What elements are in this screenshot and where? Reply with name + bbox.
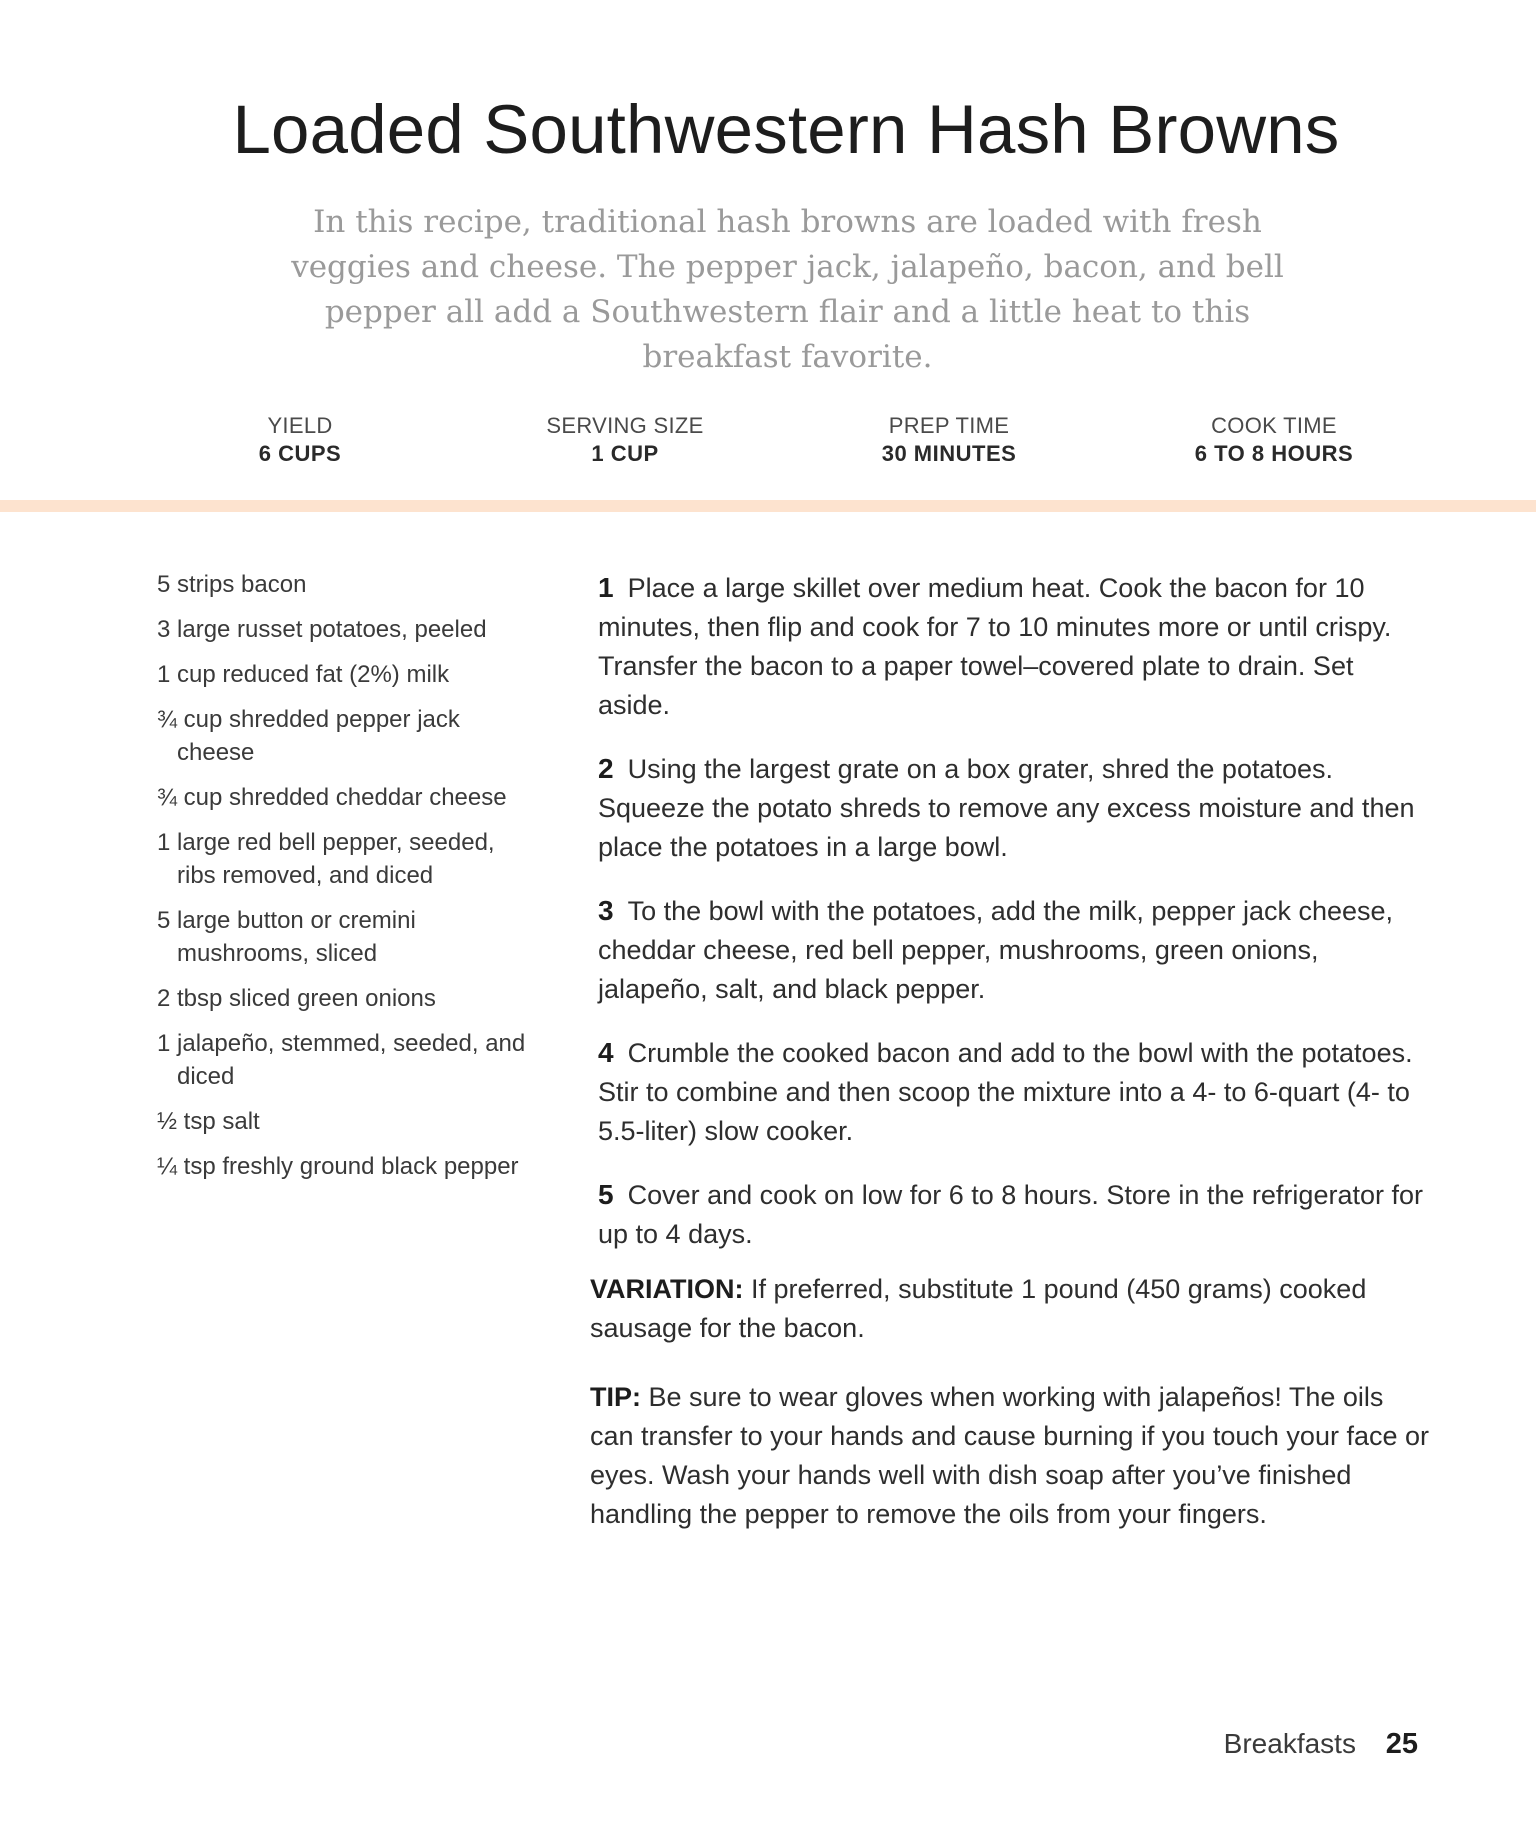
tip-note bbox=[590, 1378, 1430, 1534]
stat-value: 30 MINUTES bbox=[881, 441, 1017, 466]
step-text: To the bowl with the potatoes, add the milk, pepper jack cheese, cheddar cheese, red bell pepper, mushrooms, green onions, jalapeño, salt, and black pepper. bbox=[598, 896, 1394, 1004]
step-5 bbox=[598, 1175, 1428, 1254]
tip-text: Be sure to wear gloves when working with jalapeños! The oils can transfer to your hands and cause burning if you touch your face or eyes. Wash your hands well with dish soap after you’ve finished handling the pepper to remove the oils from your fingers. bbox=[590, 1382, 1430, 1529]
step-text: Place a large skillet over medium heat. Cook the bacon for 10 minutes, then flip and cook for 7 to 10 minutes more or until crispy. Transfer the bacon to a paper towel–covered plate to drain. Set aside. bbox=[598, 573, 1392, 720]
footer-section-name: Breakfasts bbox=[1223, 1728, 1356, 1759]
step-number: 3 bbox=[598, 895, 614, 926]
page-footer bbox=[1224, 1726, 1418, 1762]
page-title: Loaded Southwestern Hash Browns bbox=[232, 91, 1340, 168]
variation-note bbox=[590, 1270, 1430, 1348]
step-number: 1 bbox=[598, 572, 614, 603]
ingredient-item: 1 large red bell pepper, seeded, ribs removed, and diced bbox=[157, 829, 495, 889]
ingredient-item: 2 tbsp sliced green onions bbox=[157, 985, 436, 1012]
step-3 bbox=[598, 891, 1428, 1009]
stat-value: 6 TO 8 HOURS bbox=[1194, 441, 1354, 466]
step-text: Using the largest grate on a box grater, shred the potatoes. Squeeze the potato shreds to remove any excess moisture and then place the potatoes in a large bowl. bbox=[598, 754, 1415, 862]
step-number: 2 bbox=[598, 753, 614, 784]
recipe-stats bbox=[0, 412, 1536, 492]
step-4 bbox=[598, 1033, 1428, 1151]
stat-label: COOK TIME bbox=[1211, 413, 1337, 438]
stat-prep-time bbox=[789, 412, 1109, 468]
step-number: 5 bbox=[598, 1179, 614, 1210]
stat-value: 6 CUPS bbox=[258, 441, 342, 466]
stat-label: SERVING SIZE bbox=[546, 413, 704, 438]
step-number: 4 bbox=[598, 1037, 614, 1068]
step-text: Crumble the cooked bacon and add to the bowl with the potatoes. Stir to combine and then scoop the mixture into a 4- to 6-quart (4- to 5.5-liter) slow cooker. bbox=[598, 1038, 1413, 1146]
ingredient-item: 1 cup reduced fat (2%) milk bbox=[157, 661, 450, 688]
ingredient-item: ¼ tsp freshly ground black pepper bbox=[157, 1153, 519, 1180]
ingredient-item: 5 strips bacon bbox=[157, 571, 307, 598]
ingredient-item: 3 large russet potatoes, peeled bbox=[157, 616, 487, 643]
step-2 bbox=[598, 749, 1428, 867]
ingredient-item: ½ tsp salt bbox=[157, 1108, 260, 1135]
tip-label: TIP: bbox=[590, 1382, 641, 1412]
stat-value: 1 CUP bbox=[591, 441, 659, 466]
variation-label: VARIATION: bbox=[590, 1274, 744, 1304]
ingredient-item: ¾ cup shredded pepper jack cheese bbox=[157, 706, 460, 766]
stat-serving-size bbox=[465, 412, 785, 468]
recipe-intro: In this recipe, traditional hash browns are loaded with fresh veggies and cheese. The pepper jack, jalapeño, bacon, and bell pepper all add a Southwestern flair and a little heat to this breakfast favorite. bbox=[291, 204, 1284, 375]
instruction-steps bbox=[598, 568, 1428, 1278]
step-1 bbox=[598, 568, 1428, 725]
ingredient-list bbox=[157, 568, 537, 1195]
page-number: 25 bbox=[1385, 1728, 1418, 1760]
ingredient-item: ¾ cup shredded cheddar cheese bbox=[157, 784, 507, 811]
ingredient-item: 1 jalapeño, stemmed, seeded, and diced bbox=[157, 1030, 526, 1090]
stat-label: YIELD bbox=[267, 413, 333, 438]
section-divider bbox=[0, 500, 1536, 512]
stat-label: PREP TIME bbox=[888, 413, 1010, 438]
step-text: Cover and cook on low for 6 to 8 hours. Store in the refrigerator for up to 4 days. bbox=[598, 1180, 1423, 1249]
ingredient-item: 5 large button or cremini mushrooms, sliced bbox=[157, 907, 416, 967]
stat-cook-time bbox=[1114, 412, 1434, 468]
variation-text: If preferred, substitute 1 pound (450 grams) cooked sausage for the bacon. bbox=[590, 1274, 1367, 1343]
stat-yield bbox=[140, 412, 460, 468]
